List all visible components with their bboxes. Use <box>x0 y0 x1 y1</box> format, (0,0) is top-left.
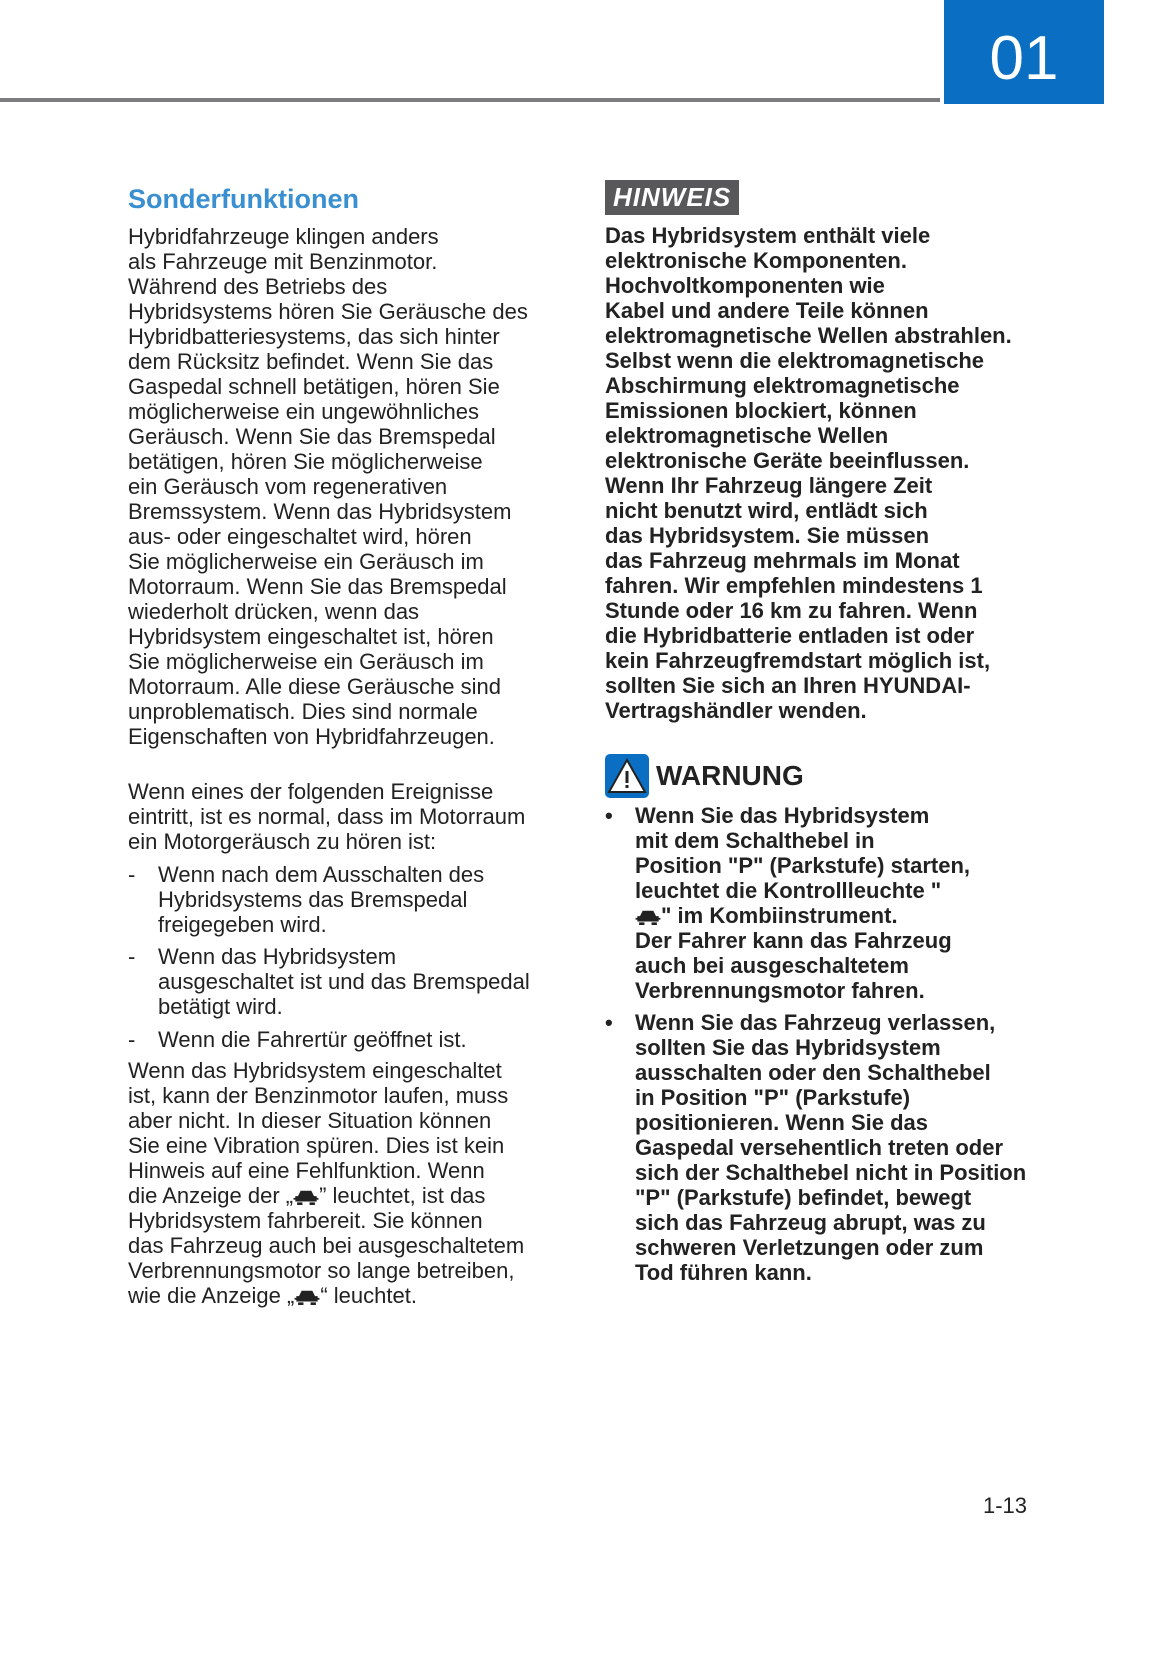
warning-bullet-text: Wenn Sie das Fahrzeug verlassen, sollten Sie das Hybridsystem ausschalten oder den Schalthebel in Position "P" (Parkstufe) positionieren. Wenn Sie das Gaspedal versehentlich treten oder sich der Schalthebel nicht in Position "P" (Parkstufe) befindet, bewegt sich das Fahrzeug abrupt, was zu schweren Verletzungen oder zum Tod führen kann. <box>635 1010 1027 1285</box>
bullet: • <box>605 803 613 828</box>
text: ” leuchtet, ist das Hybridsystem fahrbereit. Sie können das Fahrzeug auch bei ausgeschaltetem Verbrennungsmotor so lange betreiben, wie die Anzeige „ <box>128 1183 525 1308</box>
text: Wenn das Hybridsystem eingeschaltet ist, kann der Benzinmotor laufen, muss aber nicht. In dieser Situation können Sie eine Vibration spüren. Dies ist kein Hinweis auf eine Fehlfunktion. Wenn die Anzeige der „ <box>128 1058 509 1208</box>
header-rule <box>0 98 940 102</box>
hinweis-text: Das Hybridsystem enthält viele elektronische Komponenten. Hochvoltkomponenten wie Kabel und andere Teile können elektromagnetische Wellen abstrahlen. Selbst wenn die elektromagnetische Abschirmung elektromagnetische Emissionen blockiert, können elektromagnetische Wellen elektronische Geräte beeinflussen. Wenn Ihr Fahrzeug längere Zeit nicht benutzt wird, entlädt sich das Hybridsystem. Sie müssen das Fahrzeug mehrmals im Monat fahren. Wir empfehlen mindestens 1 Stunde oder 16 km zu fahren. Wenn die Hybridbatterie entladen ist oder kein Fahrzeugfremdstart möglich ist, sollten Sie sich an Ihren HYUNDAI- Vertragshändler wenden. <box>605 223 1012 723</box>
ready-car-icon <box>293 1189 319 1205</box>
bullet: • <box>605 1010 613 1035</box>
dash: - <box>128 862 136 887</box>
text: Wenn Sie das Hybridsystem mit dem Schalthebel in Position "P" (Parkstufe) starten, leuchtet die Kontrollleuchte " <box>635 803 971 903</box>
page-number: 1-13 <box>983 1493 1028 1518</box>
events-intro: Wenn eines der folgenden Ereignisse eintritt, ist es normal, dass im Motorraum ein Motorgeräusch zu hören ist: <box>128 779 526 854</box>
section-heading: Sonderfunktionen <box>128 184 359 214</box>
warning-title: WARNUNG <box>656 760 804 791</box>
list-item-text: Wenn nach dem Ausschalten des Hybridsystems das Bremspedal freigegeben wird. <box>158 862 485 937</box>
dash: - <box>128 944 136 969</box>
intro-paragraph: Hybridfahrzeuge klingen anders als Fahrzeuge mit Benzinmotor. Während des Betriebs des Hybridsystems hören Sie Geräusche des Hybridbatteriesystems, das sich hinter dem Rücksitz befindet. Wenn Sie das Gaspedal schnell betätigen, hören Sie möglicherweise ein ungewöhnliches Geräusch. Wenn Sie das Bremspedal betätigen, hören Sie möglicherweise ein Geräusch vom regenerativen Bremssystem. Wenn das Hybridsystem aus- oder eingeschaltet wird, hören Sie möglicherweise ein Geräusch im Motorraum. Wenn Sie das Bremspedal wiederholt drücken, wenn das Hybridsystem eingeschaltet ist, hören Sie möglicherweise ein Geräusch im Motorraum. Alle diese Geräusche sind unproblematisch. Dies sind normale Eigenschaften von Hybridfahrzeugen. <box>128 224 528 749</box>
text: “ leuchtet. <box>320 1283 417 1308</box>
ready-car-icon <box>635 909 661 925</box>
ready-paragraph <box>128 1058 524 1308</box>
warning-bullet-text <box>635 803 970 1003</box>
hinweis-label: HINWEIS <box>605 180 739 215</box>
dash: - <box>128 1027 136 1052</box>
text: " im Kombiinstrument. Der Fahrer kann das Fahrzeug auch bei ausgeschaltetem Verbrennungsmotor fahren. <box>635 903 952 1003</box>
ready-car-icon <box>294 1289 320 1305</box>
list-item-text: Wenn die Fahrertür geöffnet ist. <box>158 1027 467 1052</box>
list-item-text: Wenn das Hybridsystem ausgeschaltet ist und das Bremspedal betätigt wird. <box>158 944 530 1019</box>
chapter-tab: 01 <box>944 0 1104 104</box>
warning-icon <box>605 754 649 798</box>
